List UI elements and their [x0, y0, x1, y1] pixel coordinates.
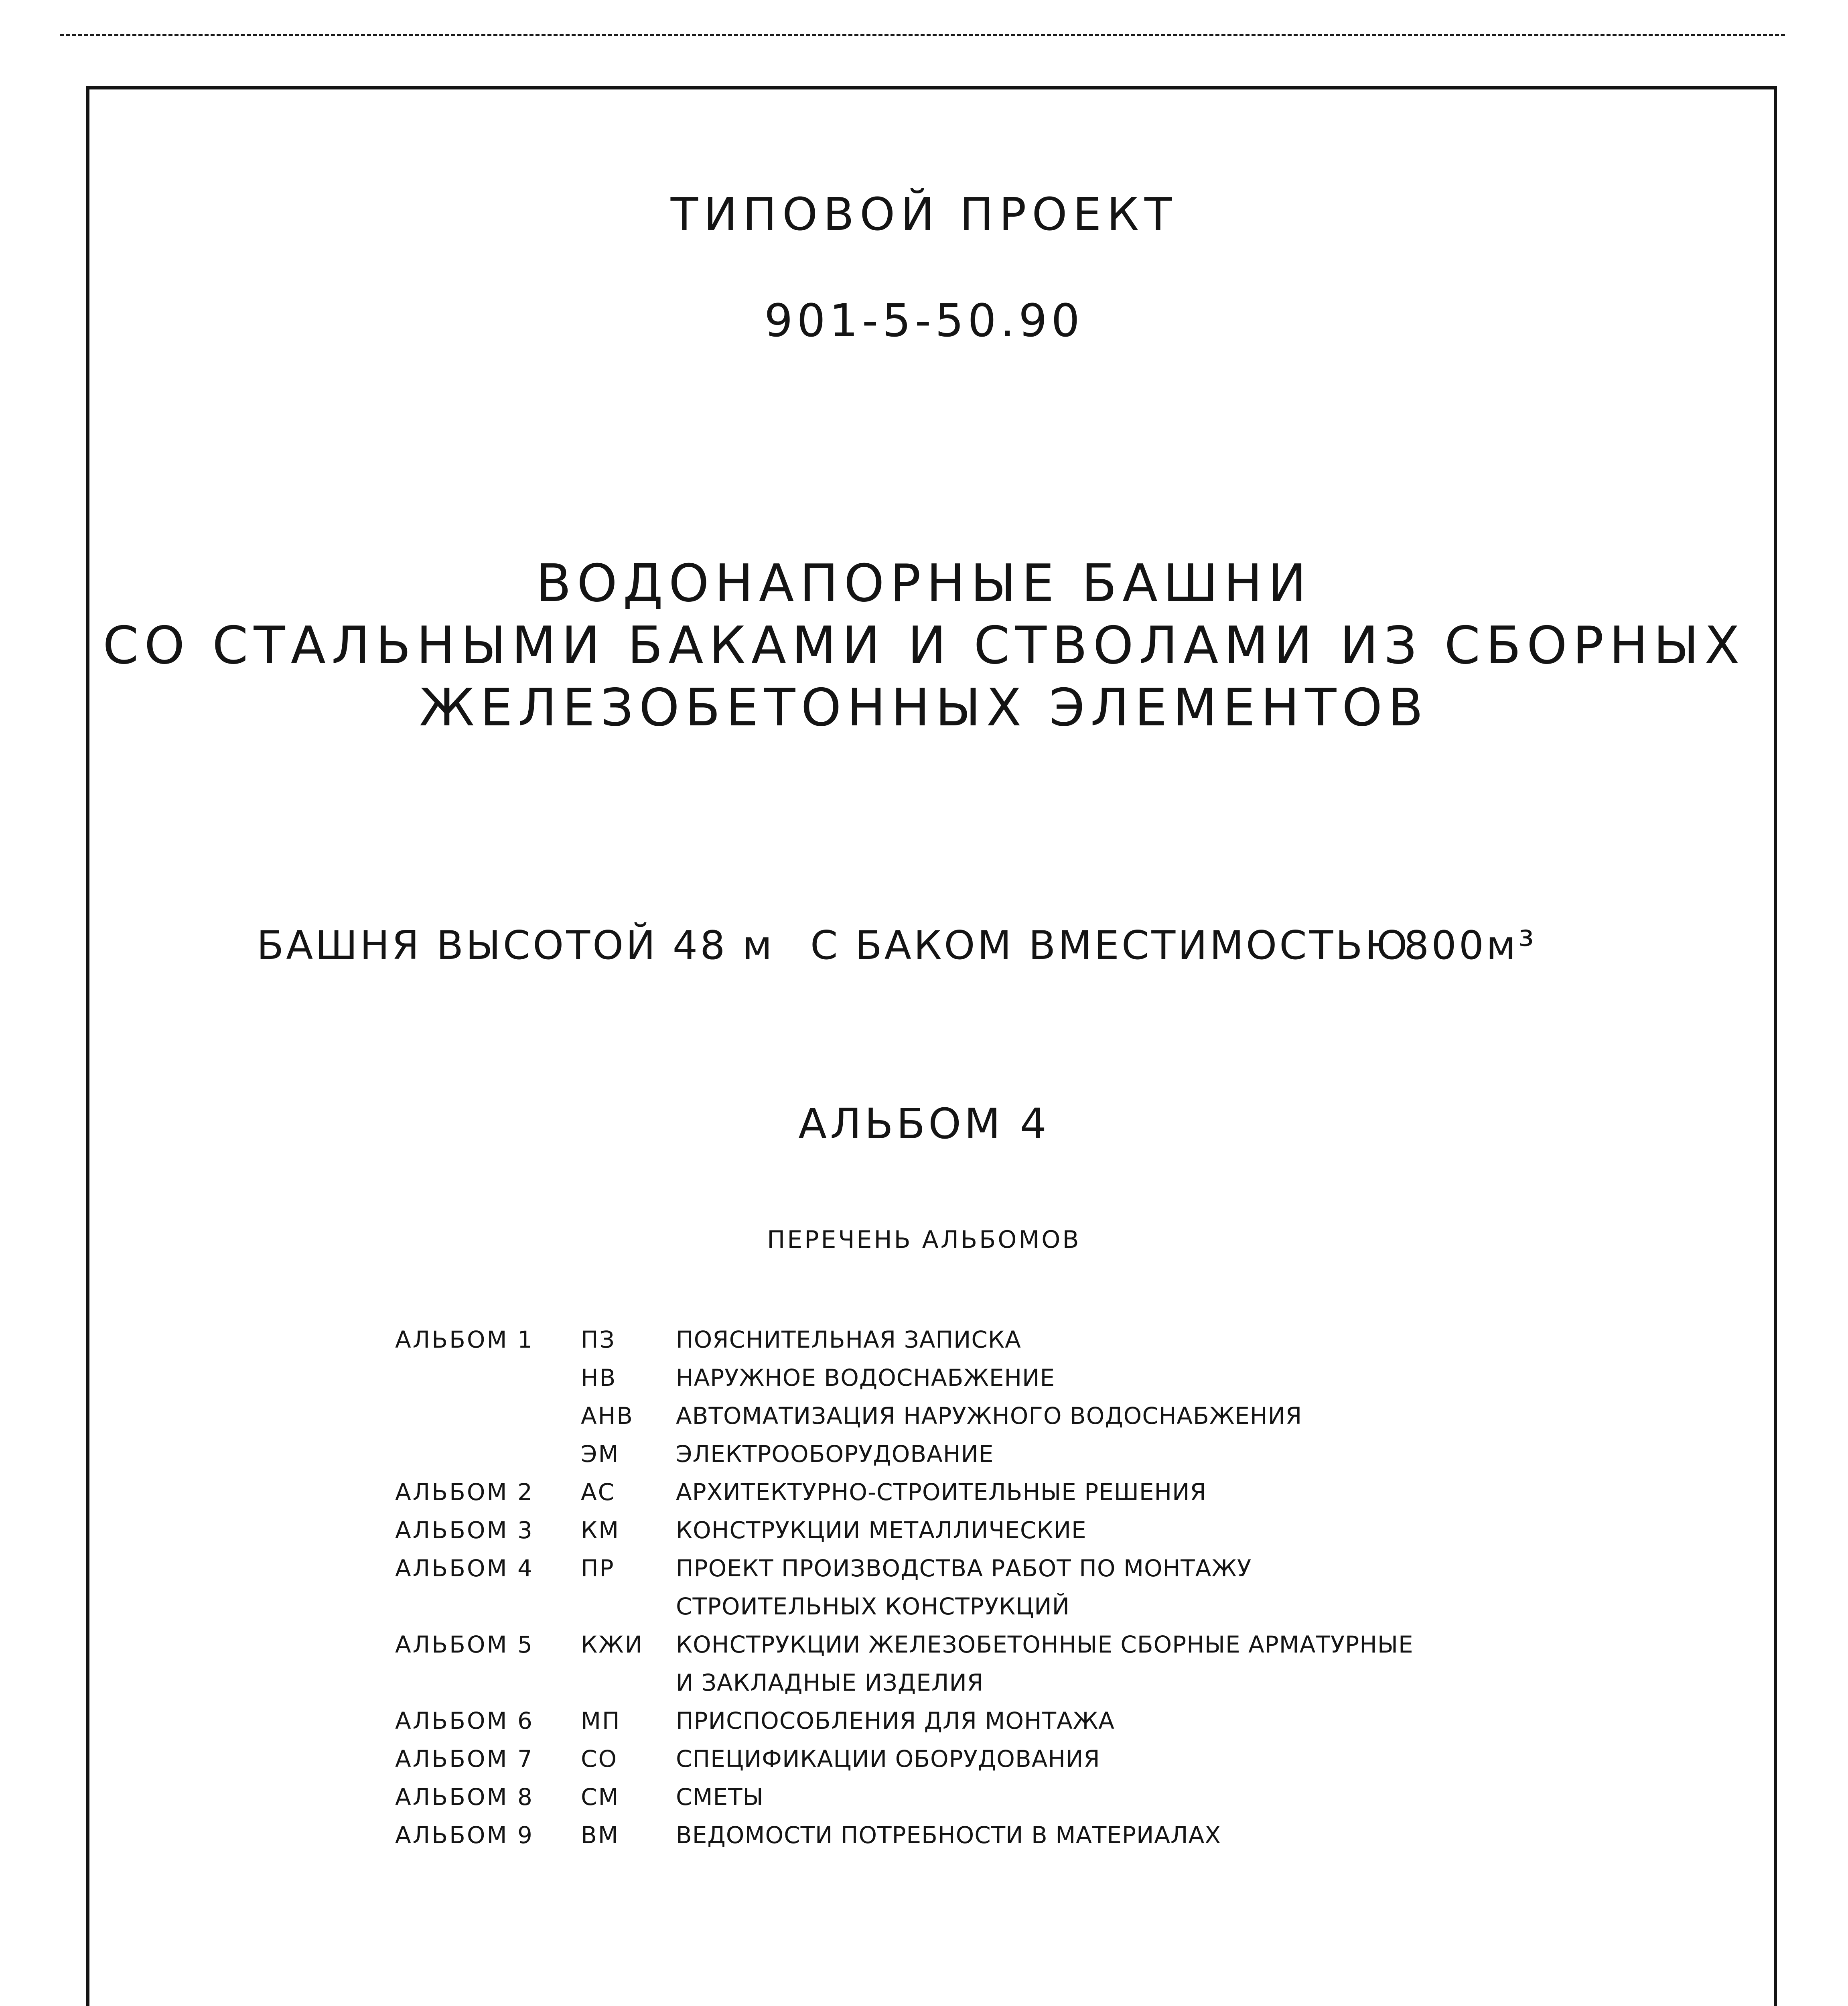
tower-height: БАШНЯ ВЫСОТОЙ 48 м — [257, 923, 775, 968]
list-code: КМ — [581, 1517, 620, 1544]
title-line-3: ЖЕЛЕЗОБЕТОННЫХ ЭЛЕМЕНТОВ — [419, 678, 1429, 738]
title-line-1: ВОДОНАПОРНЫЕ БАШНИ — [536, 554, 1312, 613]
list-code: АНВ — [581, 1402, 634, 1429]
list-code: ВМ — [581, 1821, 619, 1849]
list-code: НВ — [581, 1364, 617, 1391]
list-album: АЛЬБОМ 7 — [395, 1745, 534, 1773]
list-title: ПРИСПОСОБЛЕНИЯ ДЛЯ МОНТАЖА — [676, 1707, 1115, 1734]
list-code: КЖИ — [581, 1631, 644, 1658]
top-cut-line — [60, 34, 1785, 36]
list-code: МП — [581, 1707, 621, 1734]
list-item — [0, 1631, 1848, 1669]
list-title: АВТОМАТИЗАЦИЯ НАРУЖНОГО ВОДОСНАБЖЕНИЯ — [676, 1402, 1302, 1429]
list-title: ПРОЕКТ ПРОИЗВОДСТВА РАБОТ ПО МОНТАЖУ — [676, 1555, 1252, 1582]
list-code: ЭМ — [581, 1440, 620, 1468]
list-code: ПР — [581, 1555, 615, 1582]
list-album: АЛЬБОМ 4 — [395, 1555, 534, 1582]
list-item — [0, 1707, 1848, 1745]
project-type: ТИПОВОЙ ПРОЕКТ — [670, 189, 1178, 241]
list-album: АЛЬБОМ 2 — [395, 1478, 534, 1506]
list-item — [0, 1821, 1848, 1860]
tower-tank: С БАКОМ ВМЕСТИМОСТЬЮ — [810, 923, 1410, 968]
list-title: ЭЛЕКТРООБОРУДОВАНИЕ — [676, 1440, 994, 1468]
list-title: СТРОИТЕЛЬНЫХ КОНСТРУКЦИЙ — [676, 1593, 1070, 1620]
list-title: СМЕТЫ — [676, 1783, 764, 1811]
title-line-2: СО СТАЛЬНЫМИ БАКАМИ И СТВОЛАМИ ИЗ СБОРНЫХ — [103, 616, 1745, 676]
list-album: АЛЬБОМ 6 — [395, 1707, 534, 1734]
list-item — [0, 1326, 1848, 1364]
list-item — [0, 1364, 1848, 1402]
list-title: СПЕЦИФИКАЦИИ ОБОРУДОВАНИЯ — [676, 1745, 1100, 1773]
list-item — [0, 1402, 1848, 1440]
list-album: АЛЬБОМ 5 — [395, 1631, 534, 1658]
list-item — [0, 1593, 1848, 1631]
list-title: И ЗАКЛАДНЫЕ ИЗДЕЛИЯ — [676, 1669, 984, 1696]
list-code: АС — [581, 1478, 616, 1506]
list-album: АЛЬБОМ 9 — [395, 1821, 534, 1849]
list-item — [0, 1517, 1848, 1555]
list-item — [0, 1745, 1848, 1783]
list-code: ПЗ — [581, 1326, 616, 1353]
list-title: АРХИТЕКТУРНО-СТРОИТЕЛЬНЫЕ РЕШЕНИЯ — [676, 1478, 1207, 1506]
list-album: АЛЬБОМ 3 — [395, 1517, 534, 1544]
tower-volume: 800м³ — [1404, 923, 1537, 968]
list-item — [0, 1669, 1848, 1707]
list-item — [0, 1555, 1848, 1593]
list-title: КОНСТРУКЦИИ МЕТАЛЛИЧЕСКИЕ — [676, 1517, 1087, 1544]
list-item — [0, 1783, 1848, 1821]
album-list-title: ПЕРЕЧЕНЬ АЛЬБОМОВ — [767, 1226, 1081, 1254]
list-title: КОНСТРУКЦИИ ЖЕЛЕЗОБЕТОННЫЕ СБОРНЫЕ АРМАТУРНЫЕ — [676, 1631, 1414, 1658]
list-title: ВЕДОМОСТИ ПОТРЕБНОСТИ В МАТЕРИАЛАХ — [676, 1821, 1221, 1849]
list-code: СО — [581, 1745, 618, 1773]
list-title: ПОЯСНИТЕЛЬНАЯ ЗАПИСКА — [676, 1326, 1021, 1353]
list-album: АЛЬБОМ 8 — [395, 1783, 534, 1811]
list-item — [0, 1440, 1848, 1478]
list-title: НАРУЖНОЕ ВОДОСНАБЖЕНИЕ — [676, 1364, 1055, 1391]
list-item — [0, 1478, 1848, 1517]
project-number: 901-5-50.90 — [764, 295, 1084, 347]
list-album: АЛЬБОМ 1 — [395, 1326, 534, 1353]
list-code: СМ — [581, 1783, 620, 1811]
album-number: АЛЬБОМ 4 — [798, 1099, 1050, 1148]
